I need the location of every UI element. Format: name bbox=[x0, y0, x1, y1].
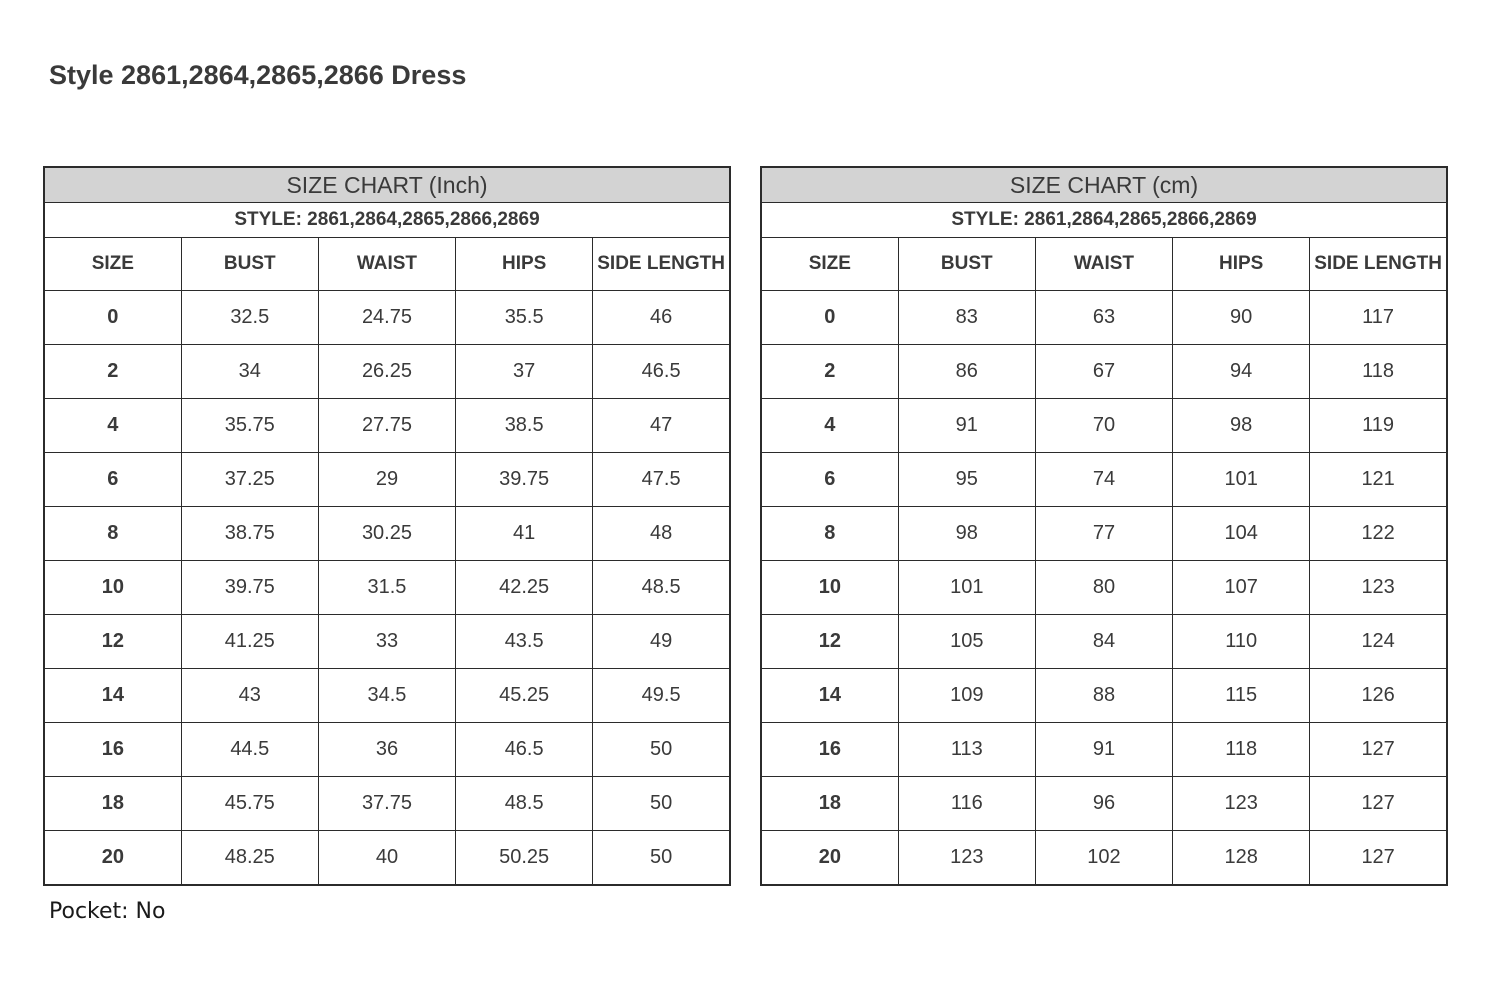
column-header-side-length: SIDE LENGTH bbox=[593, 238, 730, 291]
measurement-cell: 70 bbox=[1035, 399, 1172, 453]
measurement-cell: 121 bbox=[1310, 453, 1447, 507]
column-header-bust: BUST bbox=[181, 238, 318, 291]
measurement-cell: 46 bbox=[593, 291, 730, 345]
size-cell: 8 bbox=[761, 507, 898, 561]
table-row bbox=[44, 453, 730, 507]
size-chart-inch-table bbox=[43, 166, 731, 886]
measurement-cell: 24.75 bbox=[318, 291, 455, 345]
measurement-cell: 48 bbox=[593, 507, 730, 561]
measurement-cell: 38.5 bbox=[456, 399, 593, 453]
column-header-hips: HIPS bbox=[1173, 238, 1310, 291]
measurement-cell: 118 bbox=[1310, 345, 1447, 399]
measurement-cell: 42.25 bbox=[456, 561, 593, 615]
table-row bbox=[761, 723, 1447, 777]
size-cell: 2 bbox=[761, 345, 898, 399]
measurement-cell: 105 bbox=[898, 615, 1035, 669]
measurement-cell: 101 bbox=[1173, 453, 1310, 507]
measurement-cell: 127 bbox=[1310, 831, 1447, 886]
measurement-cell: 128 bbox=[1173, 831, 1310, 886]
column-header-size: SIZE bbox=[44, 238, 181, 291]
table-row bbox=[44, 399, 730, 453]
measurement-cell: 43.5 bbox=[456, 615, 593, 669]
table-title: SIZE CHART (Inch) bbox=[44, 167, 730, 203]
table-row bbox=[44, 615, 730, 669]
measurement-cell: 50.25 bbox=[456, 831, 593, 886]
measurement-cell: 47.5 bbox=[593, 453, 730, 507]
measurement-cell: 123 bbox=[898, 831, 1035, 886]
measurement-cell: 47 bbox=[593, 399, 730, 453]
measurement-cell: 32.5 bbox=[181, 291, 318, 345]
measurement-cell: 49 bbox=[593, 615, 730, 669]
table-row bbox=[761, 561, 1447, 615]
table-row bbox=[761, 399, 1447, 453]
measurement-cell: 123 bbox=[1310, 561, 1447, 615]
size-cell: 18 bbox=[44, 777, 181, 831]
table-row bbox=[761, 291, 1447, 345]
measurement-cell: 127 bbox=[1310, 777, 1447, 831]
table-row bbox=[761, 831, 1447, 886]
table-body bbox=[761, 291, 1447, 886]
measurement-cell: 117 bbox=[1310, 291, 1447, 345]
size-cell: 18 bbox=[761, 777, 898, 831]
measurement-cell: 126 bbox=[1310, 669, 1447, 723]
measurement-cell: 83 bbox=[898, 291, 1035, 345]
size-cell: 14 bbox=[761, 669, 898, 723]
measurement-cell: 35.5 bbox=[456, 291, 593, 345]
measurement-cell: 33 bbox=[318, 615, 455, 669]
measurement-cell: 35.75 bbox=[181, 399, 318, 453]
measurement-cell: 37.75 bbox=[318, 777, 455, 831]
size-cell: 20 bbox=[761, 831, 898, 886]
table-row bbox=[761, 615, 1447, 669]
measurement-cell: 38.75 bbox=[181, 507, 318, 561]
measurement-cell: 104 bbox=[1173, 507, 1310, 561]
measurement-cell: 95 bbox=[898, 453, 1035, 507]
table-row bbox=[761, 777, 1447, 831]
measurement-cell: 29 bbox=[318, 453, 455, 507]
measurement-cell: 36 bbox=[318, 723, 455, 777]
size-cell: 6 bbox=[44, 453, 181, 507]
size-cell: 10 bbox=[761, 561, 898, 615]
measurement-cell: 37.25 bbox=[181, 453, 318, 507]
table-row bbox=[44, 831, 730, 886]
measurement-cell: 98 bbox=[898, 507, 1035, 561]
table-row bbox=[761, 669, 1447, 723]
size-cell: 8 bbox=[44, 507, 181, 561]
measurement-cell: 88 bbox=[1035, 669, 1172, 723]
measurement-cell: 96 bbox=[1035, 777, 1172, 831]
measurement-cell: 91 bbox=[898, 399, 1035, 453]
measurement-cell: 77 bbox=[1035, 507, 1172, 561]
measurement-cell: 45.75 bbox=[181, 777, 318, 831]
size-cell: 4 bbox=[761, 399, 898, 453]
size-cell: 2 bbox=[44, 345, 181, 399]
measurement-cell: 50 bbox=[593, 723, 730, 777]
size-cell: 6 bbox=[761, 453, 898, 507]
measurement-cell: 40 bbox=[318, 831, 455, 886]
column-header-side-length: SIDE LENGTH bbox=[1310, 238, 1447, 291]
measurement-cell: 48.5 bbox=[593, 561, 730, 615]
measurement-cell: 37 bbox=[456, 345, 593, 399]
measurement-cell: 101 bbox=[898, 561, 1035, 615]
measurement-cell: 109 bbox=[898, 669, 1035, 723]
measurement-cell: 41.25 bbox=[181, 615, 318, 669]
size-cell: 10 bbox=[44, 561, 181, 615]
measurement-cell: 84 bbox=[1035, 615, 1172, 669]
size-cell: 20 bbox=[44, 831, 181, 886]
column-header-hips: HIPS bbox=[456, 238, 593, 291]
table-body bbox=[44, 291, 730, 886]
measurement-cell: 34.5 bbox=[318, 669, 455, 723]
measurement-cell: 48.5 bbox=[456, 777, 593, 831]
size-chart-cm-table bbox=[760, 166, 1448, 886]
measurement-cell: 50 bbox=[593, 831, 730, 886]
measurement-cell: 74 bbox=[1035, 453, 1172, 507]
measurement-cell: 63 bbox=[1035, 291, 1172, 345]
size-cell: 16 bbox=[761, 723, 898, 777]
measurement-cell: 67 bbox=[1035, 345, 1172, 399]
size-cell: 16 bbox=[44, 723, 181, 777]
measurement-cell: 90 bbox=[1173, 291, 1310, 345]
size-cell: 0 bbox=[44, 291, 181, 345]
size-cell: 14 bbox=[44, 669, 181, 723]
measurement-cell: 91 bbox=[1035, 723, 1172, 777]
measurement-cell: 50 bbox=[593, 777, 730, 831]
page-title: Style 2861,2864,2865,2866 Dress bbox=[49, 60, 467, 90]
measurement-cell: 124 bbox=[1310, 615, 1447, 669]
column-header-bust: BUST bbox=[898, 238, 1035, 291]
measurement-cell: 118 bbox=[1173, 723, 1310, 777]
measurement-cell: 127 bbox=[1310, 723, 1447, 777]
table-style-line: STYLE: 2861,2864,2865,2866,2869 bbox=[761, 203, 1447, 238]
measurement-cell: 31.5 bbox=[318, 561, 455, 615]
measurement-cell: 80 bbox=[1035, 561, 1172, 615]
pocket-note: Pocket: No bbox=[49, 899, 166, 924]
measurement-cell: 39.75 bbox=[181, 561, 318, 615]
measurement-cell: 116 bbox=[898, 777, 1035, 831]
measurement-cell: 27.75 bbox=[318, 399, 455, 453]
measurement-cell: 102 bbox=[1035, 831, 1172, 886]
size-cell: 12 bbox=[44, 615, 181, 669]
measurement-cell: 30.25 bbox=[318, 507, 455, 561]
measurement-cell: 26.25 bbox=[318, 345, 455, 399]
table-row bbox=[761, 507, 1447, 561]
measurement-cell: 49.5 bbox=[593, 669, 730, 723]
measurement-cell: 46.5 bbox=[593, 345, 730, 399]
table-title: SIZE CHART (cm) bbox=[761, 167, 1447, 203]
measurement-cell: 113 bbox=[898, 723, 1035, 777]
measurement-cell: 123 bbox=[1173, 777, 1310, 831]
measurement-cell: 48.25 bbox=[181, 831, 318, 886]
measurement-cell: 86 bbox=[898, 345, 1035, 399]
measurement-cell: 110 bbox=[1173, 615, 1310, 669]
table-row bbox=[44, 723, 730, 777]
table-row bbox=[761, 345, 1447, 399]
table-row bbox=[44, 345, 730, 399]
measurement-cell: 98 bbox=[1173, 399, 1310, 453]
measurement-cell: 107 bbox=[1173, 561, 1310, 615]
size-cell: 0 bbox=[761, 291, 898, 345]
measurement-cell: 122 bbox=[1310, 507, 1447, 561]
column-header-size: SIZE bbox=[761, 238, 898, 291]
measurement-cell: 115 bbox=[1173, 669, 1310, 723]
table-row bbox=[44, 669, 730, 723]
column-header-waist: WAIST bbox=[1035, 238, 1172, 291]
table-row bbox=[44, 507, 730, 561]
measurement-cell: 119 bbox=[1310, 399, 1447, 453]
size-cell: 12 bbox=[761, 615, 898, 669]
column-header-waist: WAIST bbox=[318, 238, 455, 291]
table-row bbox=[761, 453, 1447, 507]
size-cell: 4 bbox=[44, 399, 181, 453]
measurement-cell: 94 bbox=[1173, 345, 1310, 399]
table-row bbox=[44, 777, 730, 831]
measurement-cell: 45.25 bbox=[456, 669, 593, 723]
measurement-cell: 41 bbox=[456, 507, 593, 561]
table-row bbox=[44, 291, 730, 345]
measurement-cell: 43 bbox=[181, 669, 318, 723]
table-row bbox=[44, 561, 730, 615]
measurement-cell: 39.75 bbox=[456, 453, 593, 507]
measurement-cell: 46.5 bbox=[456, 723, 593, 777]
measurement-cell: 44.5 bbox=[181, 723, 318, 777]
table-style-line: STYLE: 2861,2864,2865,2866,2869 bbox=[44, 203, 730, 238]
measurement-cell: 34 bbox=[181, 345, 318, 399]
